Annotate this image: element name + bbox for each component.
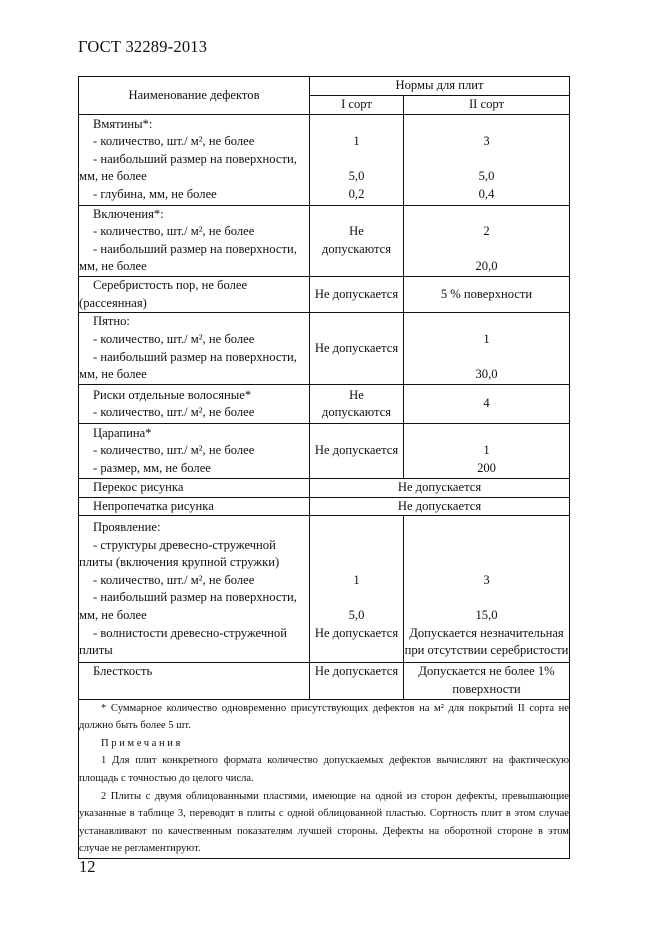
defect-name-cell [79,424,310,479]
value-line: 2 [483,224,490,239]
defect-name-line: Перекос рисунка [93,480,184,495]
value-line: поверхности [452,681,521,696]
defects-table [78,76,570,859]
grade-2-value [404,385,570,424]
value-line: Не [349,224,364,239]
defect-name-line: - количество, шт./ м², не более [93,443,255,458]
defect-name-line: мм, не более [79,367,147,382]
defect-name-line: мм, не более [79,259,147,274]
grade-1-value [310,516,404,663]
table-row [79,424,570,479]
defect-name-line: - наибольший размер на поверхности, [93,241,297,256]
table-row [79,276,570,312]
value-line: допускаются [321,405,392,420]
value-line [404,537,569,555]
value-line [404,349,569,367]
defect-name-cell [79,114,310,205]
value-line: 1 [353,572,360,587]
grade-1-value [310,424,404,479]
value-line: Не допускается [314,443,399,458]
defect-name-line: - наибольший размер на поверхности, [93,151,297,166]
defect-name-cell [79,313,310,385]
value-line: 0,4 [478,186,495,201]
defect-name-line: Серебристость пор, не более [93,277,248,292]
defect-name-cell [79,276,310,312]
value-line: 3 [483,572,490,587]
grade-1-value [310,313,404,385]
defect-name-line: - волнистости древесно-стружечной [93,625,287,640]
header-norms: Нормы для плит [310,77,570,96]
grade-1-value [310,205,404,276]
defect-name-line: Проявление: [93,519,161,534]
value-line: 5,0 [348,169,365,184]
header-grade-1: I сорт [310,95,404,114]
value-line [404,151,569,169]
defect-name-line: - глубина, мм, не более [93,186,217,201]
header-grade-2: II сорт [404,95,570,114]
defect-name-line: Блесткость [93,664,153,679]
value-line: 15,0 [475,607,498,622]
defect-name-line: - размер, мм, не более [93,460,211,475]
value-line [404,554,569,572]
value-line: 20,0 [475,259,498,274]
defect-name-line: - количество, шт./ м², не более [93,405,255,420]
value-line: 1 [483,443,490,458]
defect-name-line: мм, не более [79,607,147,622]
value-line [310,116,403,134]
defect-name-cell [79,516,310,663]
value-line: Не допускается [314,340,399,355]
value-line: при отсутствии серебристости [404,643,569,658]
value-line: 1 [483,332,490,347]
defect-name-cell [79,479,310,498]
grade-1-value [310,385,404,424]
grade-2-value [404,313,570,385]
value-line [310,151,403,169]
value-line: 200 [477,460,496,475]
grade-2-value [404,276,570,312]
defect-name-line: - количество, шт./ м², не более [93,134,255,149]
value-line [404,589,569,607]
defect-name-line: - структуры древесно-стружечной [93,537,276,552]
value-line: Не допускается [314,286,399,301]
notes-cell [79,699,570,858]
norm-both-grades: Не допускается [310,497,570,516]
value-line: 4 [483,396,490,411]
value-line [310,554,403,572]
defect-name-line: Непропечатка рисунка [93,498,214,513]
defect-name-line: - наибольший размер на поверхности, [93,590,297,605]
value-line: Допускается незначительная [409,625,564,640]
value-line: допускаются [321,241,392,256]
value-line [404,206,569,224]
value-line [310,537,403,555]
defect-name-line: (рассеянная) [79,295,147,310]
value-line: Не допускается [314,625,399,640]
grade-2-value [404,114,570,205]
value-line [310,589,403,607]
value-line [310,206,403,224]
value-line: Не допускается [314,664,399,679]
value-line: 5,0 [348,607,365,622]
defect-name-cell [79,385,310,424]
table-row [79,479,570,498]
value-line: 1 [353,134,360,149]
value-line: 30,0 [475,367,498,382]
note-2: 2 Плиты с двумя облицованными пластями, имеющие на одной из сторон дефекты, превышающие указанные в таблице 3, переводят в плиты с одной облицованной пластью. Сортность плит в этом случае устанавливают по качественным показателям лучшей стороны. Дефекты на оборотной стороне в этом случае не регламентируют. [79,790,570,855]
value-line [310,258,403,276]
defect-name-line: Пятно: [93,314,130,329]
note-1: 1 Для плит конкретного формата количество допускаемых дефектов вычисляют на фактическую площадь с точностью до целого числа. [79,755,570,784]
table-row [79,497,570,516]
grade-1-value [310,276,404,312]
table-row [79,516,570,663]
value-line [310,642,403,660]
defect-name-line: плиты [79,643,113,658]
value-line [404,313,569,331]
value-line [404,241,569,259]
defect-name-line: Включения*: [93,206,164,221]
defect-name-line: плиты (включения крупной стружки) [79,555,280,570]
value-line: Не [349,387,364,402]
defect-name-line: мм, не более [79,169,147,184]
defect-name-cell [79,497,310,516]
defect-name-line: - количество, шт./ м², не более [93,572,255,587]
grade-2-value [404,424,570,479]
value-line [310,519,403,537]
value-line: 3 [483,134,490,149]
defect-name-line: Риски отдельные волосяные* [93,387,252,402]
document-title: ГОСТ 32289-2013 [78,37,208,56]
value-line: Допускается не более 1% [418,664,555,679]
grade-1-value [310,663,404,699]
grade-2-value [404,663,570,699]
norm-both-grades: Не допускается [310,479,570,498]
defect-name-line: - количество, шт./ м², не более [93,332,255,347]
defect-name-line: Вмятины*: [93,116,153,131]
table-row [79,385,570,424]
table-row [79,313,570,385]
value-line: 5,0 [478,169,495,184]
table-row [79,663,570,699]
table-row [79,114,570,205]
notes-row [79,699,570,858]
page-number: 12 [79,857,96,876]
defect-name-line: - количество, шт./ м², не более [93,224,255,239]
defect-name-cell [79,205,310,276]
defect-name-line: Царапина* [93,425,152,440]
value-line [404,116,569,134]
defect-name-line: - наибольший размер на поверхности, [93,349,297,364]
value-line: 5 % поверхности [440,286,533,301]
grade-2-value [404,516,570,663]
notes-title: Примечания [101,737,183,749]
table-header-row [79,77,570,96]
table-row [79,205,570,276]
grade-2-value [404,205,570,276]
grade-1-value [310,114,404,205]
value-line [404,425,569,443]
footnote: * Суммарное количество одновременно присутствующих дефектов на м² для покрытий II сорта не должно быть более 5 шт. [79,702,570,732]
value-line: 0,2 [348,186,365,201]
defect-name-cell [79,663,310,699]
value-line [404,519,569,537]
header-defect-name: Наименование дефектов [79,77,310,115]
